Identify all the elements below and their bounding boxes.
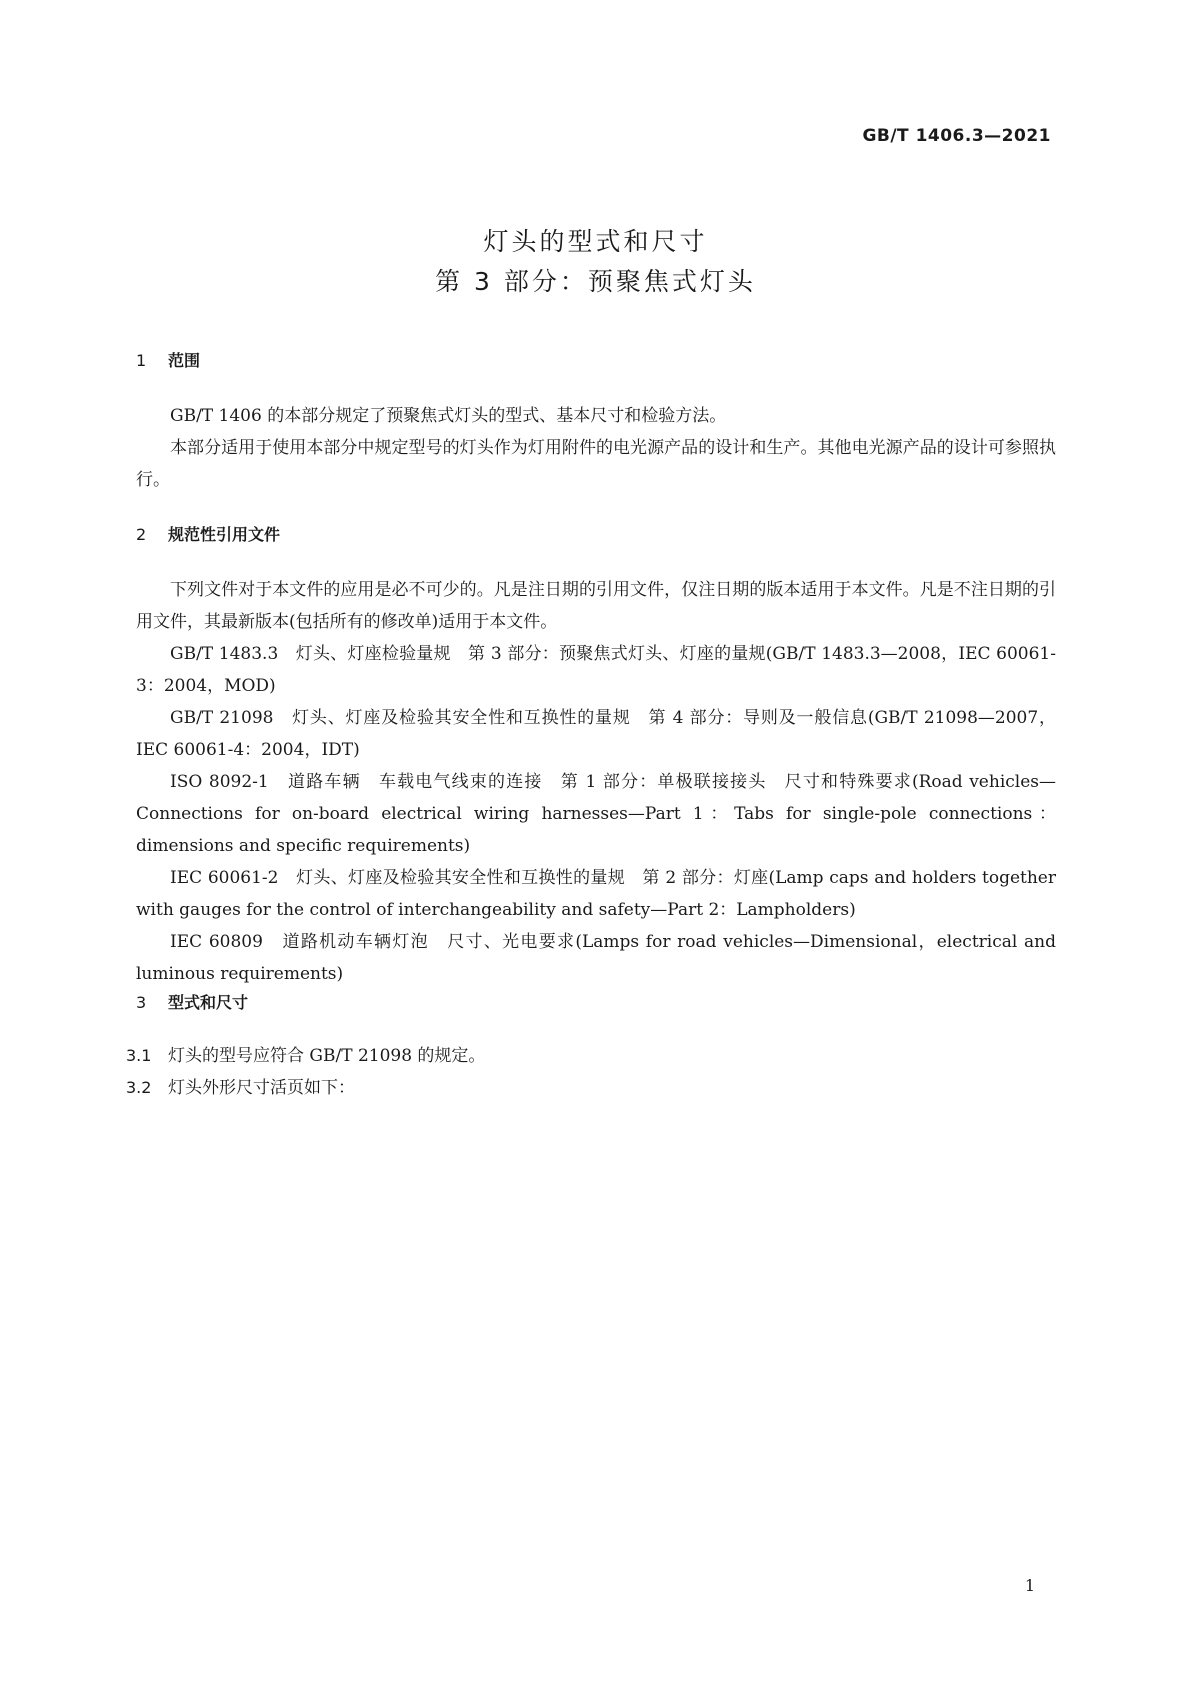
clause: [126, 1040, 1056, 1072]
reference-item: ISO 8092-1 道路车辆 车载电气线束的连接 第 1 部分：单极联接接头 尺寸和特殊要求(Road vehicles—Connections for on-board electrical wiring harnesses—Part 1：Tabs for single-pole connections：dimensions and specific requirements): [136, 772, 1056, 856]
reference-item: GB/T 21098 灯头、灯座及检验其安全性和互换性的量规 第 4 部分：导则及一般信息(GB/T 21098—2007，IEC 60061-4：2004，IDT): [136, 708, 1056, 760]
section-title: 规范性引用文件: [168, 525, 281, 544]
section-body-normative-references: [136, 574, 1056, 990]
title-line-2: 第 3 部分：预聚焦式灯头: [435, 267, 756, 296]
document-title: [0, 222, 1191, 302]
clause-number: 3.2: [126, 1078, 152, 1097]
standard-code: GB/T 1406.3—2021: [862, 126, 1051, 146]
page-number: 1: [1024, 1576, 1035, 1595]
clause-text: 灯头的型号应符合 GB/T 21098 的规定。: [168, 1046, 486, 1066]
section-number: 1: [136, 351, 147, 370]
section-heading-normative-references: [136, 522, 280, 545]
paragraph: 下列文件对于本文件的应用是必不可少的。凡是注日期的引用文件，仅注日期的版本适用于本文件。凡是不注日期的引用文件，其最新版本(包括所有的修改单)适用于本文件。: [136, 580, 1056, 632]
reference-item: GB/T 1483.3 灯头、灯座检验量规 第 3 部分：预聚焦式灯头、灯座的量规(GB/T 1483.3—2008，IEC 60061-3：2004，MOD): [136, 644, 1056, 696]
clause-text: 灯头外形尺寸活页如下：: [168, 1078, 355, 1098]
title-line-1: 灯头的型式和尺寸: [483, 227, 708, 256]
section-number: 2: [136, 525, 147, 544]
section-title: 型式和尺寸: [168, 993, 249, 1012]
reference-item: IEC 60061-2 灯头、灯座及检验其安全性和互换性的量规 第 2 部分：灯座(Lamp caps and holders together with gauges for the control of interchangeability and safety—Part 2：Lampholders): [136, 868, 1056, 920]
section-heading-scope: [136, 348, 200, 371]
section-number: 3: [136, 993, 147, 1012]
section-title: 范围: [168, 351, 201, 370]
section-body-types-dimensions: [126, 1040, 1056, 1104]
reference-item: IEC 60809 道路机动车辆灯泡 尺寸、光电要求(Lamps for road vehicles—Dimensional，electrical and luminous requirements): [136, 932, 1056, 984]
clause: [126, 1072, 1056, 1104]
paragraph: GB/T 1406 的本部分规定了预聚焦式灯头的型式、基本尺寸和检验方法。: [170, 406, 727, 426]
section-heading-types-dimensions: [136, 990, 248, 1013]
section-body-scope: [136, 400, 1056, 496]
paragraph: 本部分适用于使用本部分中规定型号的灯头作为灯用附件的电光源产品的设计和生产。其他电光源产品的设计可参照执行。: [136, 438, 1056, 490]
clause-number: 3.1: [126, 1046, 152, 1065]
